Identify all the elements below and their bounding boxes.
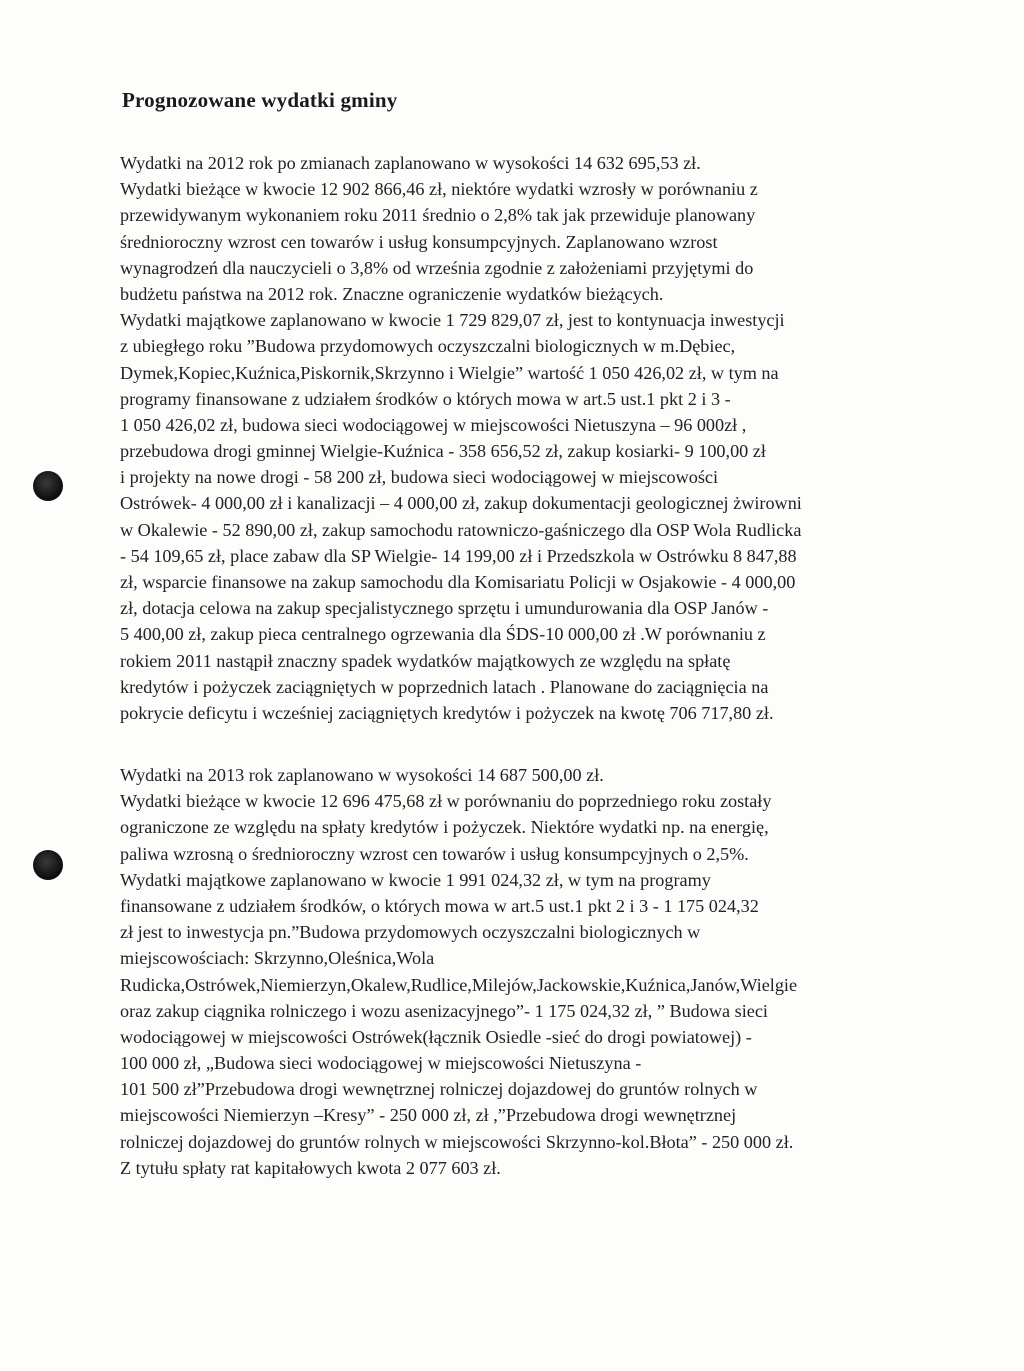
paragraph-2013-expenses <box>120 762 910 1181</box>
text-line: programy finansowane z udziałem środków o których mowa w art.5 ust.1 pkt 2 i 3 - <box>120 388 731 409</box>
paragraph-2012-expenses <box>120 150 910 726</box>
text-line: pokrycie deficytu i wcześniej zaciągniętych kredytów i pożyczek na kwotę 706 717,80 zł. <box>120 702 774 723</box>
punch-hole-mark <box>33 471 63 501</box>
text-line: ograniczone ze względu na spłaty kredytów i pożyczek. Niektóre wydatki np. na energię, <box>120 817 769 838</box>
text-line: przebudowa drogi gminnej Wielgie-Kuźnica - 358 656,52 zł, zakup kosiarki- 9 100,00 zł <box>120 441 766 462</box>
text-line: Ostrówek- 4 000,00 zł i kanalizacji – 4 000,00 zł, zakup dokumentacji geologicznej żwirowni <box>120 493 802 514</box>
text-line: miejscowości Niemierzyn –Kresy” - 250 000 zł, zł ,”Przebudowa drogi wewnętrznej <box>120 1105 737 1126</box>
text-line: kredytów i pożyczek zaciągniętych w poprzednich latach . Planowane do zaciągnięcia na <box>120 676 769 697</box>
document-title: Prognozowane wydatki gminy <box>122 88 398 112</box>
text-line: Dymek,Kopiec,Kuźnica,Piskornik,Skrzynno i Wielgie” wartość 1 050 426,02 zł, w tym na <box>120 362 779 383</box>
text-line: oraz zakup ciągnika rolniczego i wozu asenizacyjnego”- 1 175 024,32 zł, ” Budowa sieci <box>120 1000 768 1021</box>
text-line: zł, dotacja celowa na zakup specjalistycznego sprzętu i umundurowania dla OSP Janów - <box>120 598 769 619</box>
text-line: zł jest to inwestycja pn.”Budowa przydomowych oczyszczalni biologicznych w <box>120 922 701 943</box>
text-line: i projekty na nowe drogi - 58 200 zł, budowa sieci wodociągowej w miejscowości <box>120 467 719 488</box>
text-line: wynagrodzeń dla nauczycieli o 3,8% od września zgodnie z założeniami przyjętymi do <box>120 257 754 278</box>
text-line: 1 050 426,02 zł, budowa sieci wodociągowej w miejscowości Nietuszyna – 96 000zł , <box>120 414 747 435</box>
text-line: finansowane z udziałem środków, o których mowa w art.5 ust.1 pkt 2 i 3 - 1 175 024,32 <box>120 895 759 916</box>
text-line: 5 400,00 zł, zakup pieca centralnego ogrzewania dla ŚDS-10 000,00 zł .W porównaniu z <box>120 624 766 645</box>
text-line: Wydatki na 2013 rok zaplanowano w wysokości 14 687 500,00 zł. <box>120 765 604 785</box>
text-line: z ubiegłego roku ”Budowa przydomowych oczyszczalni biologicznych w m.Dębiec, <box>120 336 736 357</box>
text-line: zł, wsparcie finansowe na zakup samochodu dla Komisariatu Policji w Osjakowie - 4 000,00 <box>120 572 796 592</box>
text-line: rokiem 2011 nastąpił znaczny spadek wydatków majątkowych ze względu na spłatę <box>120 650 731 671</box>
text-line: budżetu państwa na 2012 rok. Znaczne ograniczenie wydatków bieżących. <box>120 283 664 304</box>
text-line: Wydatki bieżące w kwocie 12 902 866,46 zł, niektóre wydatki wzrosły w porównaniu z <box>120 179 758 200</box>
text-line: Wydatki majątkowe zaplanowano w kwocie 1 991 024,32 zł, w tym na programy <box>120 869 711 890</box>
text-line: w Okalewie - 52 890,00 zł, zakup samochodu ratowniczo-gaśniczego dla OSP Wola Rudlicka <box>120 519 802 540</box>
text-line: przewidywanym wykonaniem roku 2011 średnio o 2,8% tak jak przewiduje planowany <box>120 205 756 226</box>
text-line: wodociągowej w miejscowości Ostrówek(łącznik Osiedle -sieć do drogi powiatowej) - <box>120 1026 752 1047</box>
text-line: Z tytułu spłaty rat kapitałowych kwota 2 077 603 zł. <box>120 1157 501 1178</box>
text-line: Rudicka,Ostrówek,Niemierzyn,Okalew,Rudlice,Milejów,Jackowskie,Kuźnica,Janów,Wielgie <box>120 974 798 995</box>
text-line: 100 000 zł, „Budowa sieci wodociągowej w miejscowości Nietuszyna - <box>120 1053 642 1074</box>
text-line: rolniczej dojazdowej do gruntów rolnych w miejscowości Skrzynno-kol.Błota” - 250 000 zł. <box>120 1131 794 1152</box>
punch-hole-mark <box>33 850 63 880</box>
text-line: Wydatki majątkowe zaplanowano w kwocie 1 729 829,07 zł, jest to kontynuacja inwestycji <box>120 310 785 331</box>
text-line: paliwa wzrosną o średnioroczny wzrost cen towarów i usług konsumpcyjnych o 2,5%. <box>120 843 749 864</box>
text-line: miejscowościach: Skrzynno,Oleśnica,Wola <box>120 948 435 969</box>
text-line: średnioroczny wzrost cen towarów i usług konsumpcyjnych. Zaplanowano wzrost <box>120 231 718 252</box>
text-line: Wydatki na 2012 rok po zmianach zaplanowano w wysokości 14 632 695,53 zł. <box>120 153 701 173</box>
text-line: 101 500 zł”Przebudowa drogi wewnętrznej rolniczej dojazdowej do gruntów rolnych w <box>120 1079 758 1100</box>
text-line: - 54 109,65 zł, place zabaw dla SP Wielgie- 14 199,00 zł i Przedszkola w Ostrówku 8 847,88 <box>120 545 797 566</box>
text-line: Wydatki bieżące w kwocie 12 696 475,68 zł w porównaniu do poprzedniego roku zostały <box>120 791 772 812</box>
